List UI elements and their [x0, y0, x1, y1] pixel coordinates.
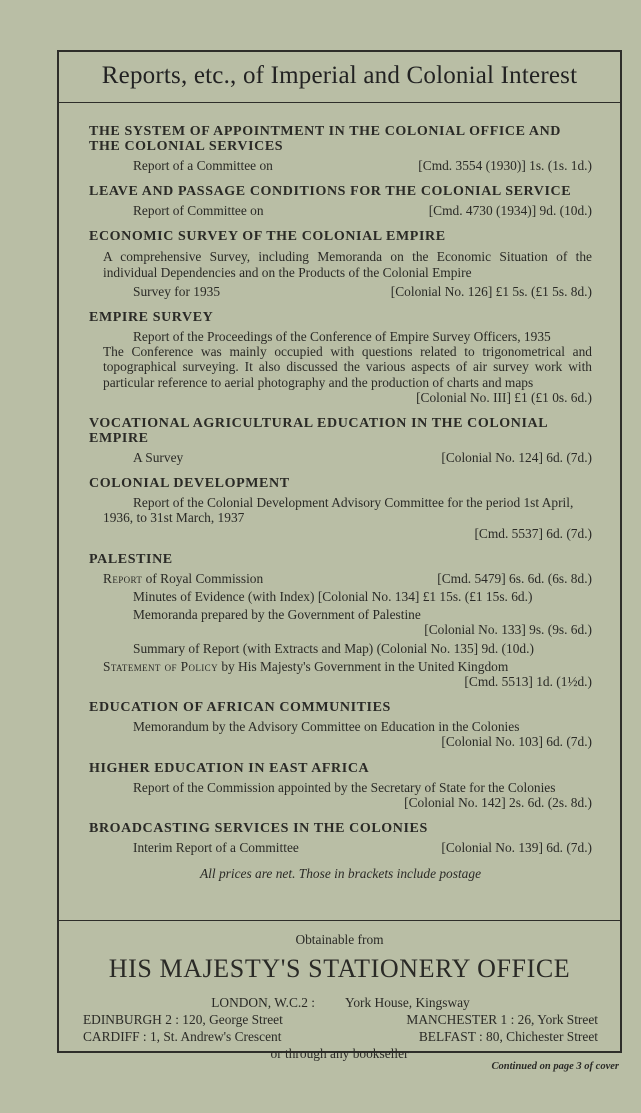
report-line — [89, 795, 592, 810]
divider-top — [59, 102, 620, 103]
report-text — [103, 571, 263, 586]
statement-label: Statement of Policy — [103, 658, 218, 674]
report-text: Report of Committee on — [133, 203, 264, 219]
report-ref: [Colonial No. 133] 9s. (9s. 6d.) — [424, 622, 592, 638]
report-label-rest: of Royal Commission — [142, 570, 264, 586]
report-section-palestine — [89, 552, 592, 689]
report-line — [89, 390, 592, 405]
report-line — [89, 674, 592, 689]
report-text: Interim Report of a Committee — [133, 840, 299, 856]
report-section — [89, 184, 592, 218]
address-row — [59, 994, 620, 1011]
report-section — [89, 124, 592, 173]
section-description: The Conference was mainly occupied with questions related to trigonometrical and topographical surveying. It also discussed the various aspects of air survey work with particular reference to aerial photography and the production of charts and maps — [103, 344, 592, 390]
report-text: Report of the Colonial Development Advisory Committee for the period 1st April, 1936, to 31st March, 1937 — [103, 495, 574, 526]
report-ref: [Colonial No. 103] 6d. (7d.) — [441, 734, 592, 750]
address-right: MANCHESTER 1 : 26, York Street — [406, 1012, 598, 1027]
address-left: EDINBURGH 2 : 120, George Street — [83, 1012, 283, 1027]
report-ref: [Colonial No. III] £1 (£1 0s. 6d.) — [416, 389, 592, 405]
report-ref: [Colonial No. 126] £1 5s. (£1 5s. 8d.) — [390, 283, 592, 299]
divider-bottom — [59, 920, 620, 921]
report-text: Minutes of Evidence (with Index) [Colonial No. 134] £1 15s. (£1 15s. 6d.) — [133, 589, 533, 605]
publisher-block — [59, 932, 620, 1062]
section-title: ECONOMIC SURVEY OF THE COLONIAL EMPIRE — [89, 229, 446, 245]
report-line — [89, 284, 592, 299]
report-ref: [Cmd. 4730 (1934)] 9d. (10d.) — [428, 203, 592, 219]
report-line — [89, 526, 592, 541]
report-text: Memorandum by the Advisory Committee on Education in the Colonies — [133, 719, 520, 735]
report-ref: [Colonial No. 124] 6d. (7d.) — [441, 450, 592, 466]
bookseller-note: or through any bookseller — [270, 1046, 409, 1061]
report-ref: [Cmd. 3554 (1930)] 1s. (1s. 1d.) — [418, 158, 592, 173]
report-section — [89, 416, 592, 465]
report-text: A Survey — [133, 450, 184, 466]
section-title: HIGHER EDUCATION IN EAST AFRICA — [89, 760, 370, 776]
report-text: Report of the Commission appointed by the Secretary of State for the Colonies — [133, 779, 556, 795]
report-section — [89, 821, 592, 855]
report-label: Report — [103, 570, 143, 586]
report-line — [89, 840, 592, 855]
section-description: A comprehensive Survey, including Memoranda on the Economic Situation of the individual Dependencies and on the Products of the Colonial Empire — [103, 249, 592, 280]
section-title: VOCATIONAL AGRICULTURAL EDUCATION IN THE COLONIAL EMPIRE — [89, 416, 548, 447]
report-text: Report of a Committee on — [133, 158, 273, 173]
report-line — [89, 203, 592, 218]
address-left: CARDIFF : 1, St. Andrew's Crescent — [83, 1029, 282, 1044]
report-line — [89, 734, 592, 749]
report-ref: [Cmd. 5537] 6d. (7d.) — [474, 525, 592, 541]
report-text: Memoranda prepared by the Government of Palestine — [133, 607, 421, 623]
report-section — [89, 310, 592, 405]
section-title: LEAVE AND PASSAGE CONDITIONS FOR THE COLONIAL SERVICE — [89, 184, 572, 200]
report-line — [89, 158, 592, 173]
report-text: Survey for 1935 — [133, 283, 221, 299]
address-right: BELFAST : 80, Chichester Street — [418, 1029, 598, 1044]
section-title: EDUCATION OF AFRICAN COMMUNITIES — [89, 700, 391, 716]
report-line — [89, 571, 592, 586]
report-list — [89, 124, 592, 881]
address-row — [59, 1028, 620, 1045]
page-title: Reports, etc., of Imperial and Colonial Interest — [101, 62, 578, 89]
report-text: Report of the Proceedings of the Conference of Empire Survey Officers, 1935 — [133, 329, 551, 345]
report-ref: [Colonial No. 142] 2s. 6d. (2s. 8d.) — [404, 794, 592, 810]
report-text — [89, 659, 592, 674]
obtainable-label: Obtainable from — [295, 932, 384, 947]
report-line — [89, 622, 592, 637]
address-left: LONDON, W.C.2 : — [211, 995, 316, 1010]
report-ref: [Cmd. 5513] 1d. (1½d.) — [464, 674, 592, 690]
section-title: EMPIRE SURVEY — [89, 310, 214, 326]
address-right: York House, Kingsway — [345, 995, 470, 1010]
report-section — [89, 229, 592, 299]
page-frame — [57, 50, 622, 1061]
section-title: BROADCASTING SERVICES IN THE COLONIES — [89, 821, 428, 837]
report-line — [89, 450, 592, 465]
report-ref: [Cmd. 5479] 6s. 6d. (6s. 8d.) — [437, 570, 592, 586]
report-section — [89, 761, 592, 810]
report-section — [89, 700, 592, 749]
section-title: THE SYSTEM OF APPOINTMENT IN THE COLONIAL OFFICE AND THE COLONIAL SERVICES — [89, 124, 562, 154]
statement-label-rest: by His Majesty's Government in the United Kingdom — [217, 658, 509, 674]
publisher-name: HIS MAJESTY'S STATIONERY OFFICE — [108, 954, 571, 983]
section-title: PALESTINE — [89, 551, 173, 567]
address-row — [59, 1011, 620, 1028]
section-title: COLONIAL DEVELOPMENT — [89, 476, 290, 492]
report-section — [89, 476, 592, 541]
report-text: Summary of Report (with Extracts and Map) (Colonial No. 135] 9d. (10d.) — [133, 640, 534, 656]
price-note: All prices are net. Those in brackets include postage — [199, 866, 482, 882]
continued-note: Continued on page 3 of cover — [491, 1061, 619, 1072]
report-ref: [Colonial No. 139] 6d. (7d.) — [441, 840, 592, 856]
